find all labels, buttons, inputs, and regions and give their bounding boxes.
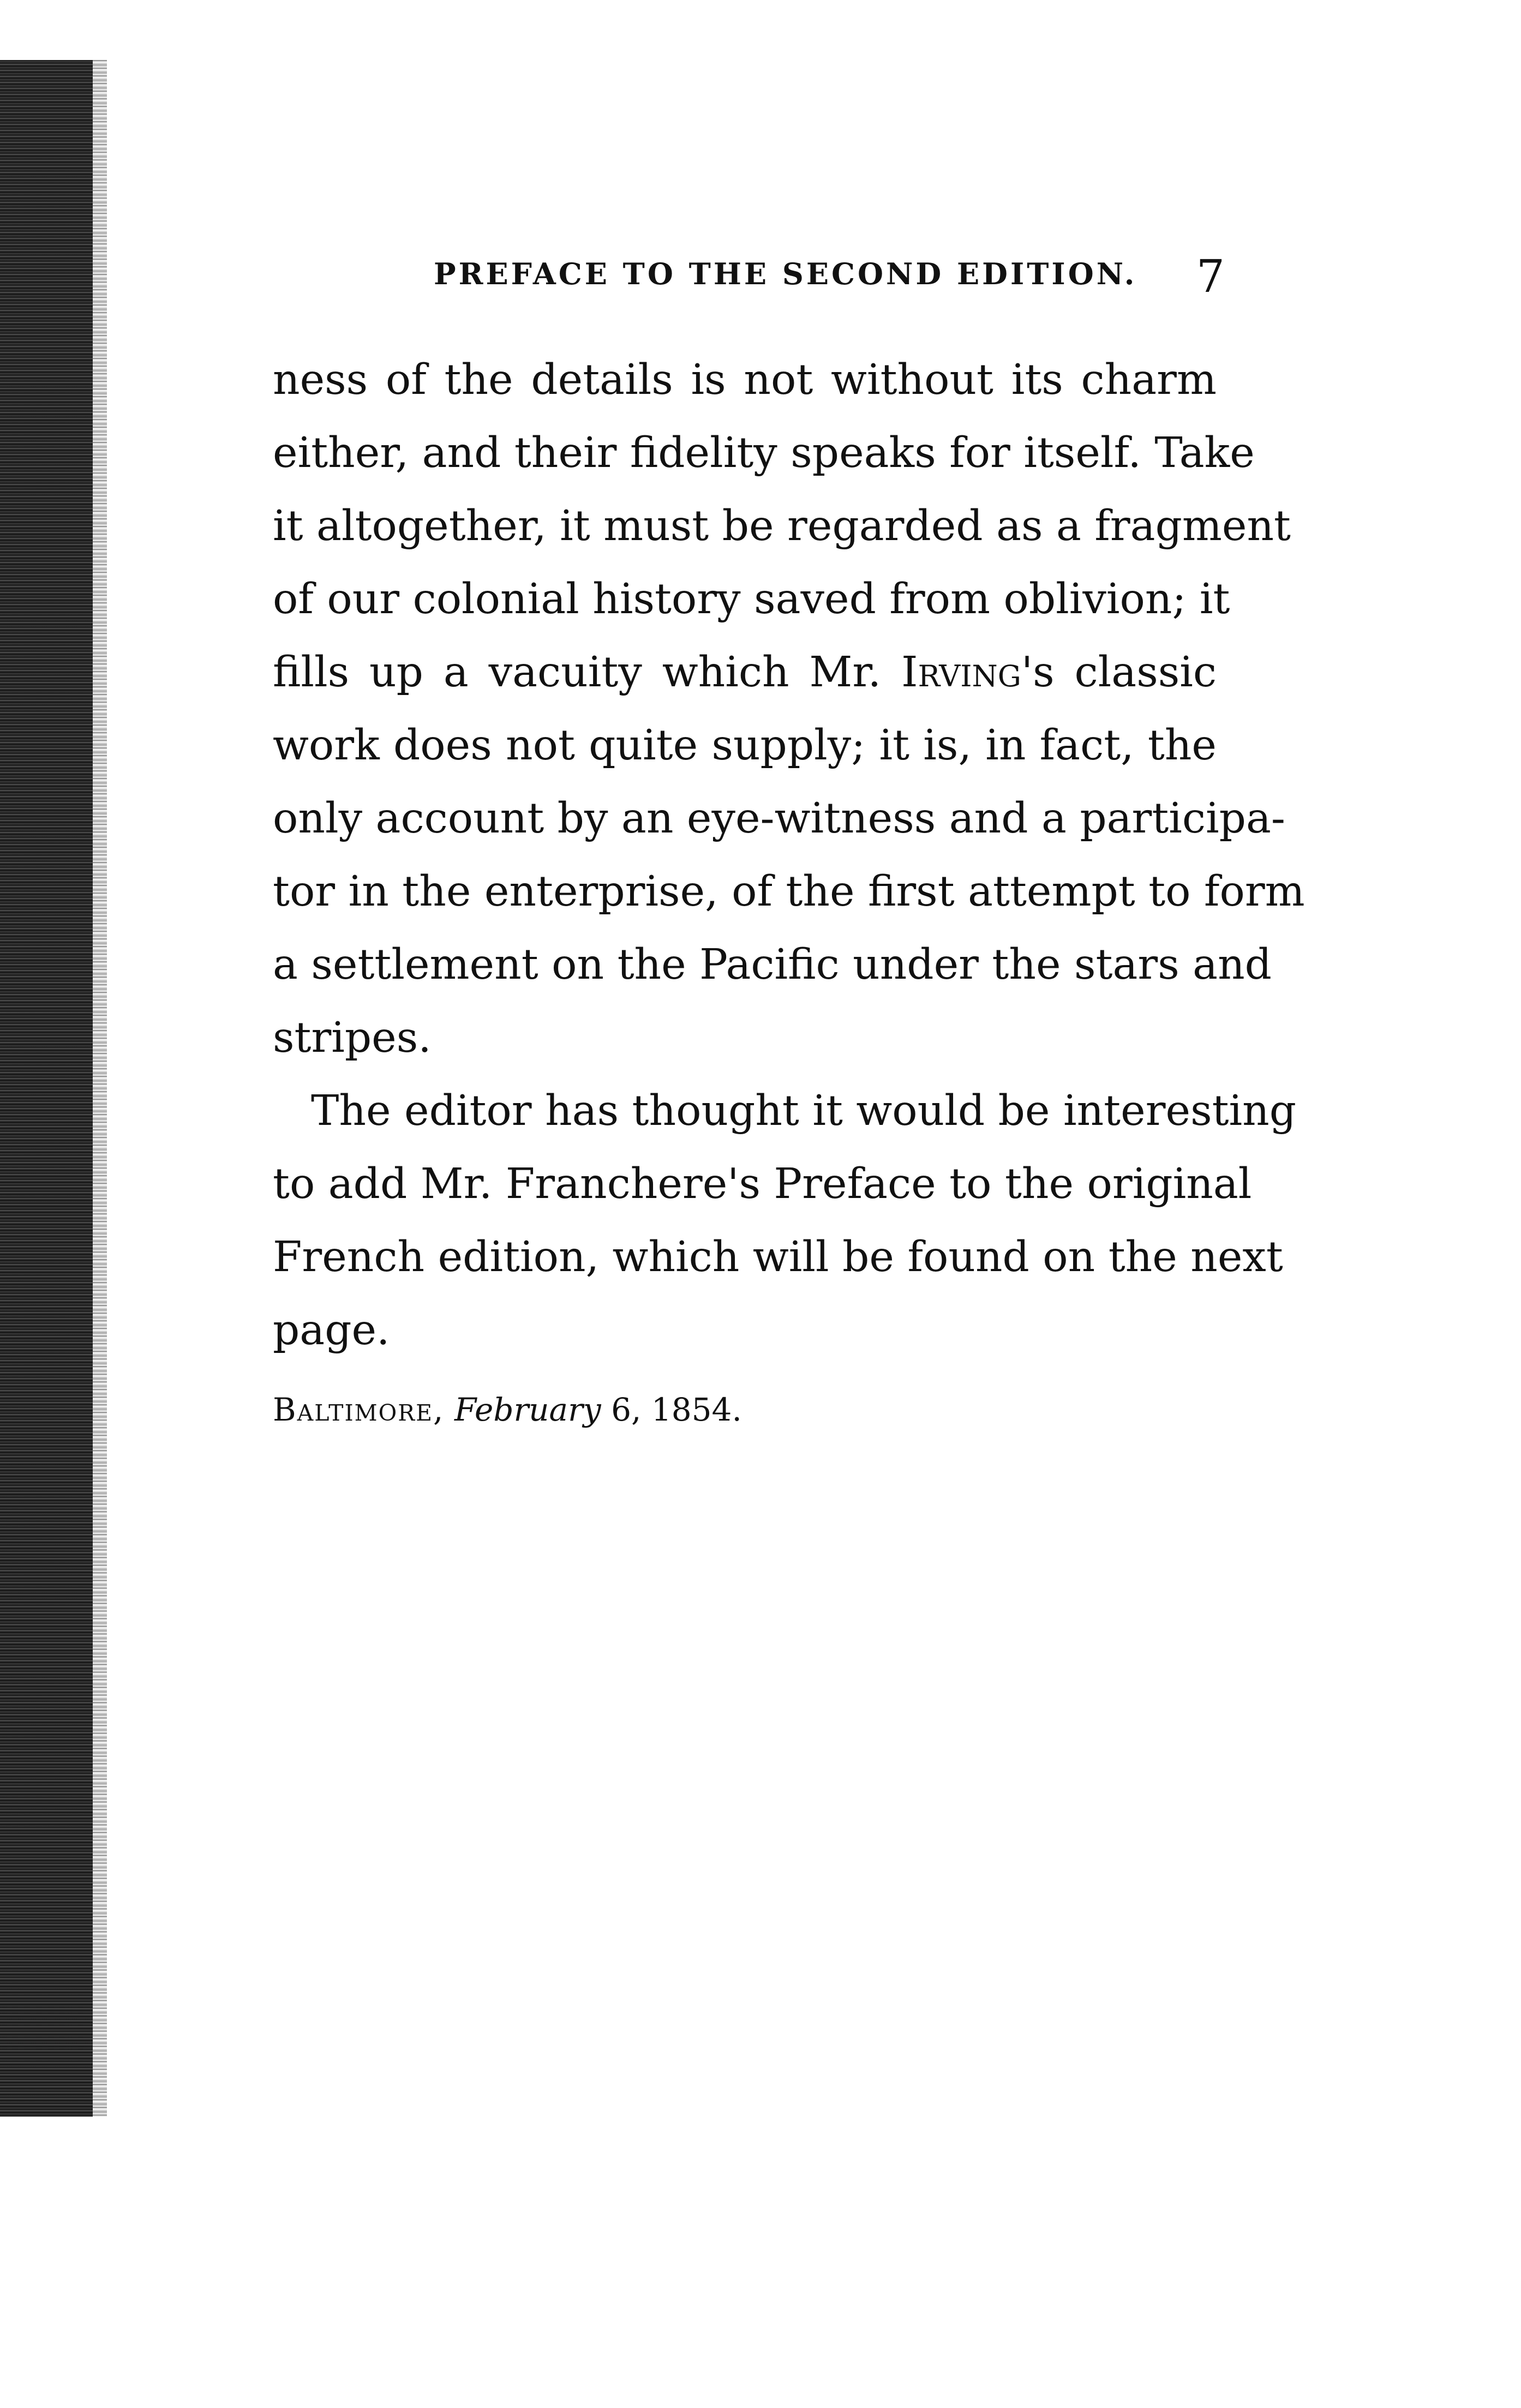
text-line: to add Mr. Franchere's Preface to the original (273, 1160, 1252, 1208)
scanned-binding-edge (0, 60, 93, 2117)
text-line (273, 636, 1217, 709)
proper-name-irving: Irving (901, 648, 1021, 697)
running-head (434, 251, 1225, 303)
text-line: work does not quite supply; it is, in fact, the (273, 721, 1217, 770)
text-line: The editor has thought it would be interesting (311, 1087, 1297, 1135)
body-text (273, 344, 1305, 1367)
text-line: ness of the details is not without its charm (273, 356, 1217, 404)
running-title: PREFACE TO THE SECOND EDITION. (434, 256, 1137, 291)
dateline-month: February (454, 1391, 601, 1428)
text-segment: 's classic (1021, 648, 1217, 697)
paragraph-2 (273, 1075, 1297, 1367)
page-number: 7 (1196, 251, 1225, 303)
text-line: either, and their fidelity speaks for itself. Take (273, 429, 1255, 477)
paragraph-1 (273, 344, 1305, 1075)
text-segment: fills up a vacuity which Mr. (273, 648, 902, 697)
text-line: it altogether, it must be regarded as a fragment (273, 502, 1291, 550)
text-line: stripes. (273, 1014, 432, 1062)
text-line: page. (273, 1306, 390, 1355)
text-line: of our colonial history saved from oblivion; it (273, 575, 1230, 624)
dateline (273, 1391, 742, 1428)
dateline-date: 6, 1854. (611, 1391, 742, 1428)
text-line: a settlement on the Pacific under the stars and (273, 941, 1272, 989)
text-line: only account by an eye-witness and a participa- (273, 794, 1285, 843)
text-line: tor in the enterprise, of the first attempt to form (273, 867, 1305, 916)
text-line: French edition, which will be found on the next (273, 1233, 1283, 1281)
dateline-place: Baltimore, (273, 1391, 445, 1428)
